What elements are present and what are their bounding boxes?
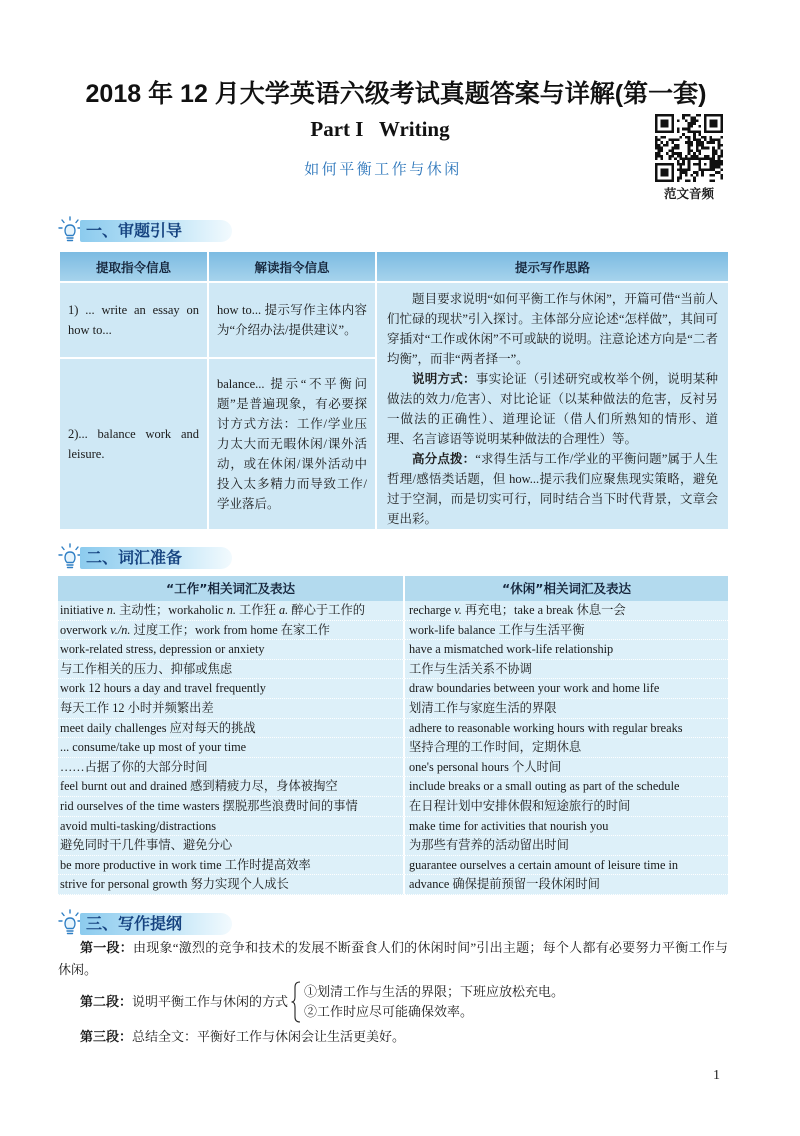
vocab-leisure-item: 为那些有营养的活动留出时间 — [405, 836, 728, 856]
vocab-work-item: work-related stress, depression or anxiety — [58, 640, 405, 660]
page-number: 1 — [713, 1068, 720, 1083]
lightbulb-icon — [58, 909, 82, 937]
vocab-row — [58, 621, 728, 641]
vocabulary-table — [58, 576, 728, 895]
vocab-row — [58, 640, 728, 660]
topic-subtitle: 如何平衡工作与休闲 — [304, 160, 462, 178]
brace-icon — [290, 981, 302, 1023]
hint-intro: 题目要求说明“如何平衡工作与休闲”，开篇可借“当前人们忙碌的现状”引入探讨。主体部分应论述“怎样做”，其间可穿插对“工作或休闲”不可或缺的说明。注意论述方向是“二者均衡”，而非“两者择一”。 — [387, 292, 718, 366]
vocab-work-item: 避免同时干几件事情、避免分心 — [58, 836, 405, 856]
paragraph-text: 说明平衡工作与休闲的方式 — [132, 994, 289, 1009]
part-of-speech: n. — [226, 603, 236, 617]
outline-paragraph-1 — [58, 937, 728, 980]
hint-method-text: 事实论证（引述研究或枚举个例，说明某种做法的效力/危害）、对比论证（以某种做法的危害，反衬另一做法的正确性）、道理论证（借人们所熟知的情形、道理、名言谚语等说明某种做法的合理性）等。 — [387, 372, 718, 446]
vocab-leisure-item: work-life balance 工作与生活平衡 — [405, 621, 728, 641]
vocab-row — [58, 601, 728, 621]
hint-tip — [387, 449, 718, 529]
column-header: 提示写作思路 — [376, 251, 729, 282]
method-item: ②工作时应尽可能确保效率。 — [304, 1004, 474, 1019]
vocab-leisure-item: guarantee ourselves a certain amount of leisure time in — [405, 856, 728, 876]
qr-caption: 范文音频 — [663, 186, 714, 201]
qr-code-image — [655, 114, 723, 182]
section-header-vocabulary — [58, 543, 358, 571]
section-title: 二、词汇准备 — [80, 547, 232, 569]
vocab-work-item: ……占据了你的大部分时间 — [58, 758, 405, 778]
vocab-row — [58, 758, 728, 778]
vocab-leisure-item: include breaks or a small outing as part of the schedule — [405, 777, 728, 797]
section-header-analysis — [58, 216, 358, 244]
section-header-outline — [58, 909, 358, 937]
vocab-work-item: be more productive in work time 工作时提高效率 — [58, 856, 405, 876]
vocab-work-item: initiative n. 主动性；workaholic n. 工作狂 a. 醉心于工作的 — [58, 601, 405, 621]
vocab-work-item: rid ourselves of the time wasters 摆脱那些浪费时间的事情 — [58, 797, 405, 817]
part-of-speech: v. — [454, 603, 462, 617]
vocab-leisure-item: make time for activities that nourish you — [405, 817, 728, 837]
paragraph-label: 第一段： — [80, 941, 134, 956]
vocabulary-table-body — [58, 601, 728, 895]
work-column-header: “工作”相关词汇及表达 — [58, 576, 405, 601]
vocab-leisure-item: adhere to reasonable working hours with regular breaks — [405, 719, 728, 739]
analysis-table — [58, 250, 730, 531]
part-heading: Part I Writing — [310, 117, 450, 141]
paragraph-lead — [80, 991, 288, 1013]
method-list — [304, 982, 564, 1022]
writing-hints-cell — [376, 282, 729, 530]
part-of-speech: a. — [278, 603, 289, 617]
vocab-work-item: 每天工作 12 小时并频繁出差 — [58, 699, 405, 719]
method-item: ①划清工作与生活的界限；下班应放松充电。 — [304, 984, 565, 999]
vocab-row — [58, 817, 728, 837]
vocab-work-item: work 12 hours a day and travel frequently — [58, 679, 405, 699]
vocab-work-item: overwork v./n. 过度工作；work from home 在家工作 — [58, 621, 405, 641]
hint-method — [387, 369, 718, 449]
vocab-row — [58, 797, 728, 817]
paragraph-text: 由现象“激烈的竞争和技术的发展不断蚕食人们的休闲时间”引出主题；每个人都有必要努力平衡工作与休闲。 — [58, 940, 728, 977]
paragraph-label: 第二段： — [80, 995, 133, 1010]
vocab-row — [58, 699, 728, 719]
column-header: 解读指令信息 — [208, 251, 376, 282]
hint-tip-text: “求得生活与工作/学业的平衡问题”属于人生哲理/感悟类话题，但 how...提示我们应聚焦现实策略，避免过于空洞，而是切实可行，同时结合当下时代背景，文章会更出彩。 — [387, 452, 718, 526]
vocab-work-item: strive for personal growth 努力实现个人成长 — [58, 875, 405, 895]
part-of-speech: v./n. — [110, 622, 131, 637]
vocab-row — [58, 679, 728, 699]
vocab-row — [58, 660, 728, 680]
vocab-row — [58, 738, 728, 758]
vocab-work-item: avoid multi-tasking/distractions — [58, 817, 405, 837]
writing-outline — [58, 937, 728, 1048]
leisure-column-header: “休闲”相关词汇及表达 — [405, 576, 728, 601]
paragraph-label: 第三段： — [80, 1030, 133, 1045]
vocab-leisure-item: one's personal hours 个人时间 — [405, 758, 728, 778]
vocab-work-item: feel burnt out and drained 感到精疲力尽，身体被掏空 — [58, 777, 405, 797]
instruction-cell: 1) ... write an essay on how to... — [59, 282, 208, 358]
interpretation-cell: how to... 提示写作主体内容为“介绍办法/提供建议”。 — [208, 282, 376, 358]
part-of-speech: n. — [106, 603, 117, 617]
outline-paragraph-2 — [58, 980, 728, 1024]
vocab-leisure-item: draw boundaries between your work and home life — [405, 679, 728, 699]
interpretation-cell: balance... 提示“不平衡问题”是普遍现象，有必要探讨方式方法：工作/学业压力太大而无暇休闲/课外活动，或在休闲/课外活动中投入太多精力而导致工作/学业落后。 — [208, 358, 376, 530]
qr-code — [655, 114, 723, 182]
page-title: 2018 年 12 月大学英语六级考试真题答案与详解(第一套) — [85, 80, 707, 108]
vocabulary-table-header — [58, 576, 728, 601]
vocab-row — [58, 777, 728, 797]
vocab-leisure-item: have a mismatched work-life relationship — [405, 640, 728, 660]
vocab-leisure-item: 划清工作与家庭生活的界限 — [405, 699, 728, 719]
outline-paragraph-3 — [58, 1026, 728, 1048]
hint-method-label: 说明方式： — [412, 371, 476, 386]
vocab-row — [58, 856, 728, 876]
vocab-leisure-item: recharge v. 再充电；take a break 休息一会 — [405, 601, 728, 621]
lightbulb-icon — [58, 543, 82, 571]
section-title: 一、审题引导 — [80, 220, 232, 242]
vocab-leisure-item: advance 确保提前预留一段休闲时间 — [405, 875, 728, 895]
vocab-row — [58, 836, 728, 856]
vocab-leisure-item: 在日程计划中安排休假和短途旅行的时间 — [405, 797, 728, 817]
vocab-work-item: 与工作相关的压力、抑郁或焦虑 — [58, 660, 405, 680]
vocab-leisure-item: 坚持合理的工作时间，定期休息 — [405, 738, 728, 758]
hint-tip-label: 高分点拨： — [412, 451, 476, 466]
vocab-work-item: meet daily challenges 应对每天的挑战 — [58, 719, 405, 739]
vocab-row — [58, 719, 728, 739]
paragraph-text: 总结全文：平衡好工作与休闲会让生活更美好。 — [132, 1029, 406, 1044]
vocab-row — [58, 875, 728, 895]
vocab-leisure-item: 工作与生活关系不协调 — [405, 660, 728, 680]
analysis-table-header — [59, 251, 729, 282]
vocab-work-item: ... consume/take up most of your time — [58, 738, 405, 758]
column-header: 提取指令信息 — [59, 251, 208, 282]
section-title: 三、写作提纲 — [80, 913, 232, 935]
lightbulb-icon — [58, 216, 82, 244]
table-row — [59, 282, 729, 358]
instruction-cell: 2)... balance work and leisure. — [59, 358, 208, 530]
